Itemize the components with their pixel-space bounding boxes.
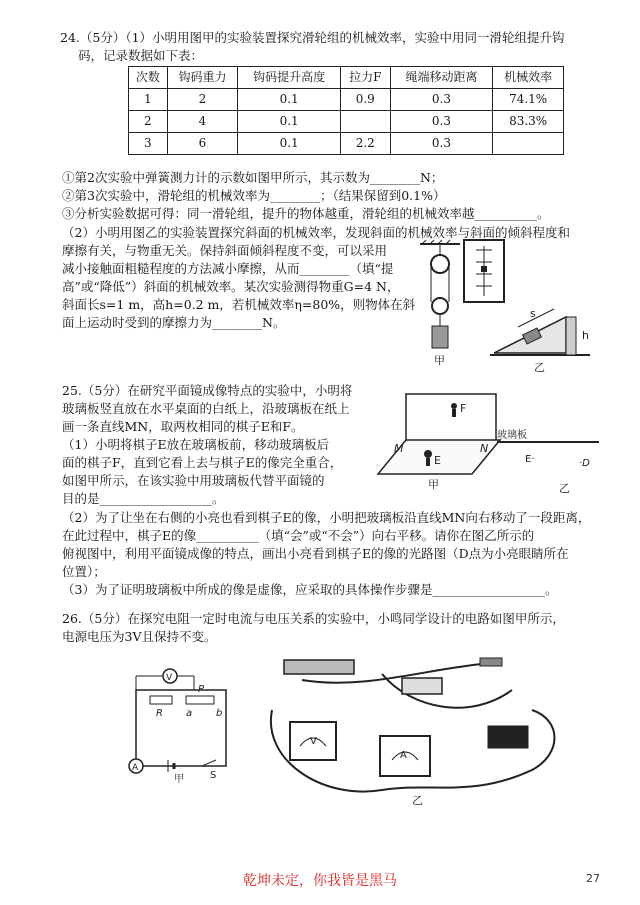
fig-label-S: S: [210, 770, 217, 781]
fig-label-A: A: [132, 763, 139, 773]
table-row: [129, 111, 564, 133]
q25-line: 在此过程中，棋子E的像__________（填“会”或“不会”）向右平移。请你在图乙所示的: [62, 528, 535, 543]
table-cell: 4: [167, 111, 238, 133]
fig-label-V: V: [166, 673, 173, 683]
mirror-figure: [372, 392, 502, 492]
table-cell: 2.2: [340, 133, 390, 155]
fig-label-F: F: [460, 402, 467, 415]
q24-part2-line: （2）小明用图乙的实验装置探究斜面的机械效率，发现斜面的机械效率与斜面的倾斜程度和: [62, 225, 570, 240]
q25-line: 画一条直线MN，取两枚相同的棋子E和F。: [62, 419, 304, 434]
table-header-cell: 拉力F: [340, 67, 390, 89]
q24-header: 24.（5分）（1）小明用图甲的实验装置探究滑轮组的机械效率，实验中用同一滑轮组提升钩: [60, 30, 565, 45]
table-cell: 0.3: [390, 133, 493, 155]
fig-label-yi: 乙: [412, 794, 423, 807]
q24-data-table: [128, 66, 564, 155]
q25-line: 目的是__________________。: [62, 491, 225, 506]
table-header-cell: 钩码重力: [167, 67, 238, 89]
q24-header-cont: 码，记录数据如下表：: [78, 48, 204, 63]
q25-line: （3）为了证明玻璃板中所成的像是虚像，应采取的具体操作步骤是__________________。: [62, 582, 558, 597]
fig-label-P: P: [198, 684, 205, 695]
fig-label-D: ·D: [579, 458, 590, 469]
q25-line: （2）为了让坐在右侧的小亮也看到棋子E的像，小明把玻璃板沿直线MN向右移动了一段距离，: [62, 510, 591, 525]
page-number: 27: [586, 872, 600, 885]
q25-line: 25.（5分）在研究平面镜成像特点的实验中，小明将: [62, 383, 353, 398]
table-cell: 2: [129, 111, 168, 133]
q24-part2-line: 高”或“降低”）斜面的机械效率。某次实验测得物重G=4 N，: [62, 279, 400, 294]
table-cell: 0.3: [390, 89, 493, 111]
table-cell: 74.1%: [493, 89, 564, 111]
table-cell: [493, 133, 564, 155]
table-cell: 0.9: [340, 89, 390, 111]
table-row: [129, 133, 564, 155]
table-cell: 1: [129, 89, 168, 111]
incline-figure: [490, 305, 600, 375]
table-header-cell: 钩码提升高度: [238, 67, 341, 89]
fig-label-yi: 乙: [534, 361, 545, 374]
q25-line: 位置）；: [62, 564, 106, 579]
fig-label-a: a: [186, 708, 193, 719]
q25-line: 如图甲所示，在该实验中用玻璃板代替平面镜的: [62, 473, 325, 488]
fig-label-s: s: [530, 307, 536, 320]
table-cell: 83.3%: [493, 111, 564, 133]
q26-line: 26.（5分）在探究电阻一定时电流与电压关系的实验中，小鸣同学设计的电路如图甲所示，: [62, 611, 565, 626]
q24-part2-line: 减小接触面粗糙程度的方法减小摩擦，从而________（填“提: [62, 261, 394, 276]
fig-label-R: R: [156, 708, 163, 719]
fig-label-h: h: [582, 329, 589, 342]
fig-label-jia: 甲: [174, 774, 184, 785]
fig-label-E2: E·: [525, 454, 535, 465]
spring-scale-figure: [462, 238, 512, 308]
table-cell: 0.3: [390, 111, 493, 133]
table-header-row: [129, 67, 564, 89]
fig-label-V: V: [310, 736, 317, 747]
q25-line: 面的棋子F，直到它看上去与棋子E的像完全重合，: [62, 455, 343, 470]
table-cell: 2: [167, 89, 238, 111]
fig-label-b: b: [216, 708, 223, 719]
fig-label-A: A: [400, 750, 407, 761]
table-cell: 0.1: [238, 111, 341, 133]
table-header-cell: 次数: [129, 67, 168, 89]
physical-circuit-figure: [262, 650, 582, 810]
fig-label-jia: 甲: [428, 478, 439, 491]
fig-label-N: N: [480, 442, 489, 455]
page-footer: 乾坤未定，你我皆是黑马: [243, 873, 397, 889]
circuit-diagram: [128, 670, 248, 785]
q25-line: 俯视图中，利用平面镜成像的特点，画出小亮看到棋子E的像的光路图（D点为小亮眼睛所在: [62, 546, 569, 561]
q24-part2-line: 斜面长s=1 m，高h=0.2 m，若机械效率η=80%，则物体在斜: [62, 297, 416, 312]
table-cell: 3: [129, 133, 168, 155]
fig-label-yi: 乙: [559, 482, 570, 495]
table-cell: 6: [167, 133, 238, 155]
table-cell: 0.1: [238, 133, 341, 155]
table-cell: 0.1: [238, 89, 341, 111]
fig-label-jia: 甲: [434, 354, 445, 367]
q24-part2-line: 摩擦有关，与物重无关。保持斜面倾斜程度不变，可以采用: [62, 243, 388, 258]
q24-item-1: ①第2次实验中弹簧测力计的示数如图甲所示，其示数为________N；: [62, 170, 444, 185]
fig-label-E: E: [434, 454, 441, 467]
table-header-cell: 机械效率: [493, 67, 564, 89]
table-row: [129, 89, 564, 111]
q26-line: 电源电压为3V且保持不变。: [62, 629, 217, 644]
q25-line: 玻璃板竖直放在水平桌面的白纸上，沿玻璃板在纸上: [62, 401, 350, 416]
table-header-cell: 绳端移动距离: [390, 67, 493, 89]
table-cell: [340, 111, 390, 133]
q24-item-3: ③分析实验数据可得：同一滑轮组，提升的物体越重，滑轮组的机械效率越__________。: [62, 206, 550, 221]
fig-label-M: M: [394, 442, 404, 455]
q24-item-2: ②第3次实验中，滑轮组的机械效率为________；（结果保留到0.1%）: [62, 188, 446, 203]
q24-part2-line: 面上运动时受到的摩擦力为________N。: [62, 315, 286, 330]
fig-label-board: 玻璃板: [497, 430, 527, 441]
mirror-topview-figure: [497, 428, 607, 498]
q25-line: （1）小明将棋子E放在玻璃板前，移动玻璃板后: [62, 437, 330, 452]
